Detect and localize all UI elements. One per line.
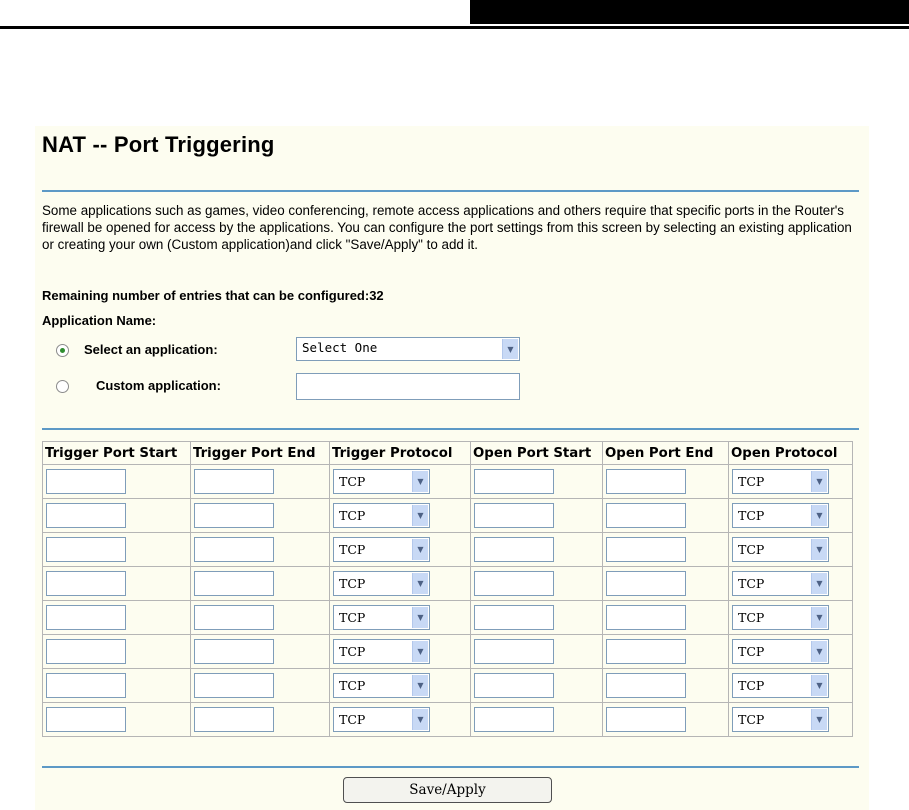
trigger-protocol-select[interactable] (333, 503, 430, 528)
open-port-end-input[interactable] (606, 605, 686, 630)
open-port-start-input[interactable] (474, 469, 554, 494)
cell (603, 465, 729, 499)
table-row (43, 601, 853, 635)
cell (43, 601, 191, 635)
trigger-port-start-input[interactable] (46, 503, 126, 528)
cell (330, 669, 471, 703)
cell (603, 533, 729, 567)
open-protocol-select[interactable] (732, 707, 829, 732)
open-protocol-value: TCP (738, 678, 765, 693)
cell (471, 601, 603, 635)
open-port-start-input[interactable] (474, 605, 554, 630)
open-port-start-input[interactable] (474, 673, 554, 698)
cell (471, 499, 603, 533)
cell (191, 499, 330, 533)
cell (43, 703, 191, 737)
chevron-down-icon[interactable]: ▼ (811, 641, 827, 662)
custom-application-label: Custom application: (96, 378, 221, 393)
trigger-protocol-select[interactable] (333, 571, 430, 596)
cell (43, 499, 191, 533)
trigger-protocol-value: TCP (339, 644, 366, 659)
cell (191, 567, 330, 601)
table-row (43, 499, 853, 533)
trigger-port-end-input[interactable] (194, 571, 274, 596)
cell (729, 703, 853, 737)
application-select[interactable] (296, 337, 520, 361)
trigger-protocol-value: TCP (339, 712, 366, 727)
open-protocol-select[interactable] (732, 503, 829, 528)
open-protocol-value: TCP (738, 644, 765, 659)
trigger-port-end-input[interactable] (194, 639, 274, 664)
select-application-label: Select an application: (84, 342, 218, 357)
open-protocol-select[interactable] (732, 537, 829, 562)
open-protocol-value: TCP (738, 508, 765, 523)
open-port-end-input[interactable] (606, 707, 686, 732)
save-apply-button[interactable]: Save/Apply (343, 777, 552, 803)
cell (191, 465, 330, 499)
chevron-down-icon[interactable]: ▼ (811, 471, 827, 492)
cell (729, 669, 853, 703)
table-row (43, 567, 853, 601)
port-trigger-table (42, 441, 853, 737)
cell (43, 635, 191, 669)
open-protocol-value: TCP (738, 542, 765, 557)
chevron-down-icon[interactable]: ▼ (811, 675, 827, 696)
cell (43, 465, 191, 499)
open-protocol-select[interactable] (732, 639, 829, 664)
cell (603, 499, 729, 533)
open-protocol-select[interactable] (732, 469, 829, 494)
trigger-protocol-value: TCP (339, 474, 366, 489)
remaining-entries-label: Remaining number of entries that can be configured:32 (42, 288, 384, 303)
page-description: Some applications such as games, video conferencing, remote access applications and others require that specific ports in the Router's firewall be opened for access by the applications. You can configure the port settings from this screen by selecting an existing application or creating your own (Custom application)and click "Save/Apply" to add it. (42, 203, 852, 252)
trigger-port-start-input[interactable] (46, 605, 126, 630)
trigger-protocol-value: TCP (339, 542, 366, 557)
open-protocol-value: TCP (738, 610, 765, 625)
cell (729, 533, 853, 567)
chevron-down-icon[interactable]: ▼ (412, 641, 428, 662)
cell (191, 669, 330, 703)
chevron-down-icon[interactable]: ▼ (412, 675, 428, 696)
application-name-label: Application Name: (42, 313, 157, 328)
open-protocol-value: TCP (738, 576, 765, 591)
trigger-protocol-value: TCP (339, 576, 366, 591)
custom-application-radio[interactable] (56, 380, 69, 393)
cell (729, 567, 853, 601)
chevron-down-icon[interactable]: ▼ (811, 607, 827, 628)
trigger-protocol-select[interactable] (333, 469, 430, 494)
trigger-port-start-input[interactable] (46, 571, 126, 596)
trigger-protocol-select[interactable] (333, 537, 430, 562)
chevron-down-icon[interactable]: ▼ (412, 573, 428, 594)
table-row (43, 703, 853, 737)
trigger-port-end-input[interactable] (194, 707, 274, 732)
trigger-port-start-input[interactable] (46, 639, 126, 664)
trigger-port-end-input[interactable] (194, 469, 274, 494)
open-protocol-select[interactable] (732, 673, 829, 698)
trigger-protocol-value: TCP (339, 678, 366, 693)
chevron-down-icon[interactable]: ▼ (412, 505, 428, 526)
open-port-end-input[interactable] (606, 503, 686, 528)
open-port-end-input[interactable] (606, 469, 686, 494)
header-open-port-end: Open Port End (603, 442, 729, 465)
table-row (43, 465, 853, 499)
table-row (43, 635, 853, 669)
chevron-down-icon[interactable]: ▼ (412, 607, 428, 628)
table-header-row (43, 442, 853, 465)
header-open-protocol: Open Protocol (729, 442, 853, 465)
open-protocol-select[interactable] (732, 605, 829, 630)
cell (330, 533, 471, 567)
cell (43, 567, 191, 601)
cell (330, 635, 471, 669)
chevron-down-icon[interactable]: ▼ (811, 505, 827, 526)
cell (191, 533, 330, 567)
open-port-start-input[interactable] (474, 503, 554, 528)
open-port-start-input[interactable] (474, 571, 554, 596)
header-black-bar (470, 0, 909, 24)
trigger-protocol-value: TCP (339, 610, 366, 625)
divider-middle (42, 428, 859, 430)
cell (603, 567, 729, 601)
cell (43, 533, 191, 567)
custom-application-input[interactable] (296, 373, 520, 400)
trigger-port-start-input[interactable] (46, 707, 126, 732)
open-port-end-input[interactable] (606, 537, 686, 562)
table-row (43, 669, 853, 703)
divider-bottom (42, 766, 859, 768)
trigger-protocol-select[interactable] (333, 707, 430, 732)
header-trigger-protocol: Trigger Protocol (330, 442, 471, 465)
cell (603, 703, 729, 737)
trigger-protocol-select[interactable] (333, 605, 430, 630)
cell (191, 635, 330, 669)
page-title: NAT -- Port Triggering (42, 132, 275, 157)
cell (603, 635, 729, 669)
cell (43, 669, 191, 703)
trigger-port-start-input[interactable] (46, 673, 126, 698)
cell (191, 601, 330, 635)
radio-selected-dot (60, 348, 65, 353)
chevron-down-icon[interactable]: ▼ (412, 709, 428, 730)
cell (729, 499, 853, 533)
open-port-end-input[interactable] (606, 639, 686, 664)
cell (330, 601, 471, 635)
open-port-start-input[interactable] (474, 639, 554, 664)
trigger-port-end-input[interactable] (194, 605, 274, 630)
cell (471, 703, 603, 737)
table-row (43, 533, 853, 567)
trigger-protocol-select[interactable] (333, 639, 430, 664)
cell (330, 703, 471, 737)
trigger-port-end-input[interactable] (194, 503, 274, 528)
chevron-down-icon[interactable]: ▼ (502, 339, 518, 359)
cell (729, 601, 853, 635)
cell (603, 601, 729, 635)
select-application-radio[interactable] (56, 344, 69, 357)
divider-top (42, 190, 859, 192)
trigger-port-start-input[interactable] (46, 537, 126, 562)
chevron-down-icon[interactable]: ▼ (811, 573, 827, 594)
chevron-down-icon[interactable]: ▼ (412, 471, 428, 492)
cell (330, 567, 471, 601)
header-trigger-port-end: Trigger Port End (191, 442, 330, 465)
trigger-protocol-select[interactable] (333, 673, 430, 698)
open-protocol-value: TCP (738, 474, 765, 489)
cell (729, 465, 853, 499)
application-select-value: Select One (302, 340, 378, 355)
chevron-down-icon[interactable]: ▼ (811, 539, 827, 560)
trigger-port-start-input[interactable] (46, 469, 126, 494)
header-open-port-start: Open Port Start (471, 442, 603, 465)
chevron-down-icon[interactable]: ▼ (811, 709, 827, 730)
open-port-start-input[interactable] (474, 707, 554, 732)
cell (191, 703, 330, 737)
cell (471, 465, 603, 499)
cell (330, 499, 471, 533)
header-rule (0, 26, 909, 29)
cell (471, 669, 603, 703)
trigger-protocol-value: TCP (339, 508, 366, 523)
open-port-end-input[interactable] (606, 673, 686, 698)
header-trigger-port-start: Trigger Port Start (43, 442, 191, 465)
open-protocol-value: TCP (738, 712, 765, 727)
cell (330, 465, 471, 499)
cell (471, 567, 603, 601)
open-port-end-input[interactable] (606, 571, 686, 596)
open-protocol-select[interactable] (732, 571, 829, 596)
cell (603, 669, 729, 703)
open-port-start-input[interactable] (474, 537, 554, 562)
cell (729, 635, 853, 669)
trigger-port-end-input[interactable] (194, 673, 274, 698)
chevron-down-icon[interactable]: ▼ (412, 539, 428, 560)
cell (471, 533, 603, 567)
trigger-port-end-input[interactable] (194, 537, 274, 562)
cell (471, 635, 603, 669)
